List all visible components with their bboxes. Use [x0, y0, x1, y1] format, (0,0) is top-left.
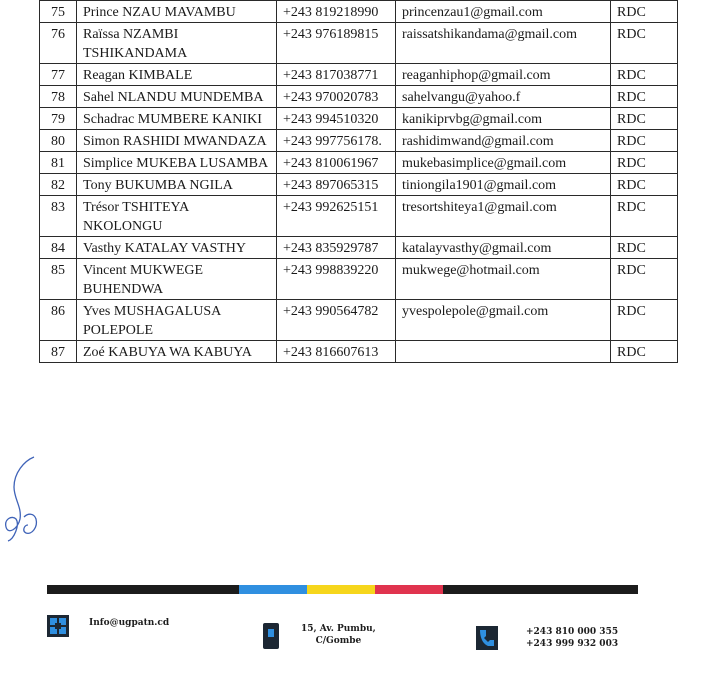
footer-phones: [476, 626, 618, 650]
email-address-cell: sahelvangu@yahoo.f: [396, 86, 611, 108]
row-number-cell: 76: [40, 23, 77, 64]
email-address-cell: tresortshiteya1@gmail.com: [396, 196, 611, 237]
country-cell: RDC: [611, 86, 678, 108]
table-row: [40, 341, 678, 363]
bar-segment-red: [375, 585, 443, 594]
phone-number-cell: +243 998839220: [277, 259, 396, 300]
email-address-cell: raissatshikandama@gmail.com: [396, 23, 611, 64]
bar-segment-blue: [239, 585, 307, 594]
row-number-cell: 79: [40, 108, 77, 130]
country-cell: RDC: [611, 130, 678, 152]
row-number-cell: 83: [40, 196, 77, 237]
country-cell: RDC: [611, 23, 678, 64]
table-row: [40, 130, 678, 152]
participant-name-cell: Trésor TSHITEYA NKOLONGU: [77, 196, 277, 237]
phone-number-cell: +243 990564782: [277, 300, 396, 341]
participant-name-cell: Sahel NLANDU MUNDEMBA: [77, 86, 277, 108]
phone-number-cell: +243 992625151: [277, 196, 396, 237]
country-cell: RDC: [611, 196, 678, 237]
country-cell: RDC: [611, 1, 678, 23]
email-address-cell: mukebasimplice@gmail.com: [396, 152, 611, 174]
table-row: [40, 86, 678, 108]
participant-name-cell: Zoé KABUYA WA KABUYA: [77, 341, 277, 363]
row-number-cell: 82: [40, 174, 77, 196]
participant-name-cell: Schadrac MUMBERE KANIKI: [77, 108, 277, 130]
phone-icon: [476, 626, 498, 650]
email-address-cell: katalayvasthy@gmail.com: [396, 237, 611, 259]
location-icon: [263, 623, 279, 649]
participant-name-cell: Reagan KIMBALE: [77, 64, 277, 86]
country-cell: RDC: [611, 64, 678, 86]
phone-number-cell: +243 835929787: [277, 237, 396, 259]
footer-address: [263, 623, 376, 649]
email-address-cell: kanikiprvbg@gmail.com: [396, 108, 611, 130]
phone-number-cell: +243 997756178.: [277, 130, 396, 152]
row-number-cell: 86: [40, 300, 77, 341]
bar-segment-black: [47, 585, 239, 594]
participant-name-cell: Simon RASHIDI MWANDAZA: [77, 130, 277, 152]
participant-name-cell: Simplice MUKEBA LUSAMBA: [77, 152, 277, 174]
table-row: [40, 237, 678, 259]
phone-number-cell: +243 816607613: [277, 341, 396, 363]
country-cell: RDC: [611, 259, 678, 300]
participant-name-cell: Raïssa NZAMBI TSHIKANDAMA: [77, 23, 277, 64]
footer-address-text: 15, Av. Pumbu, C/Gombe: [301, 624, 376, 646]
email-address-cell: rashidimwand@gmail.com: [396, 130, 611, 152]
participants-table: [39, 0, 678, 363]
footer-email: [47, 615, 169, 637]
table-row: [40, 23, 678, 64]
email-address-cell: reaganhiphop@gmail.com: [396, 64, 611, 86]
phone-number-cell: +243 810061967: [277, 152, 396, 174]
country-cell: RDC: [611, 108, 678, 130]
country-cell: RDC: [611, 152, 678, 174]
row-number-cell: 87: [40, 341, 77, 363]
row-number-cell: 84: [40, 237, 77, 259]
participants-table-container: [39, 0, 677, 363]
table-row: [40, 259, 678, 300]
email-address-cell: [396, 341, 611, 363]
participant-name-cell: Yves MUSHAGALUSA POLEPOLE: [77, 300, 277, 341]
row-number-cell: 80: [40, 130, 77, 152]
participant-name-cell: Vasthy KATALAY VASTHY: [77, 237, 277, 259]
country-cell: RDC: [611, 341, 678, 363]
table-row: [40, 300, 678, 341]
row-number-cell: 77: [40, 64, 77, 86]
participant-name-cell: Prince NZAU MAVAMBU: [77, 1, 277, 23]
footer-phones-text: +243 810 000 355 +243 999 932 003: [526, 627, 619, 649]
footer-email-link[interactable]: Info@ugpatn.cd: [89, 618, 170, 628]
bar-segment-black-end: [443, 585, 638, 594]
participant-name-cell: Tony BUKUMBA NGILA: [77, 174, 277, 196]
email-icon: [47, 615, 69, 637]
phone-number-cell: +243 976189815: [277, 23, 396, 64]
table-row: [40, 1, 678, 23]
email-address-cell: yvespolepole@gmail.com: [396, 300, 611, 341]
table-row: [40, 174, 678, 196]
footer-color-bar: [47, 585, 638, 594]
table-row: [40, 152, 678, 174]
row-number-cell: 78: [40, 86, 77, 108]
country-cell: RDC: [611, 237, 678, 259]
phone-number-cell: +243 897065315: [277, 174, 396, 196]
table-row: [40, 64, 678, 86]
phone-number-cell: +243 970020783: [277, 86, 396, 108]
participant-name-cell: Vincent MUKWEGE BUHENDWA: [77, 259, 277, 300]
table-row: [40, 196, 678, 237]
email-address-cell: mukwege@hotmail.com: [396, 259, 611, 300]
country-cell: RDC: [611, 300, 678, 341]
table-row: [40, 108, 678, 130]
phone-number-cell: +243 817038771: [277, 64, 396, 86]
row-number-cell: 81: [40, 152, 77, 174]
phone-number-cell: +243 819218990: [277, 1, 396, 23]
phone-number-cell: +243 994510320: [277, 108, 396, 130]
email-address-cell: tiniongila1901@gmail.com: [396, 174, 611, 196]
email-address-cell: princenzau1@gmail.com: [396, 1, 611, 23]
bar-segment-yellow: [307, 585, 375, 594]
participants-table-body: [40, 1, 678, 363]
row-number-cell: 85: [40, 259, 77, 300]
country-cell: RDC: [611, 174, 678, 196]
row-number-cell: 75: [40, 1, 77, 23]
handwritten-signature: [0, 455, 50, 545]
